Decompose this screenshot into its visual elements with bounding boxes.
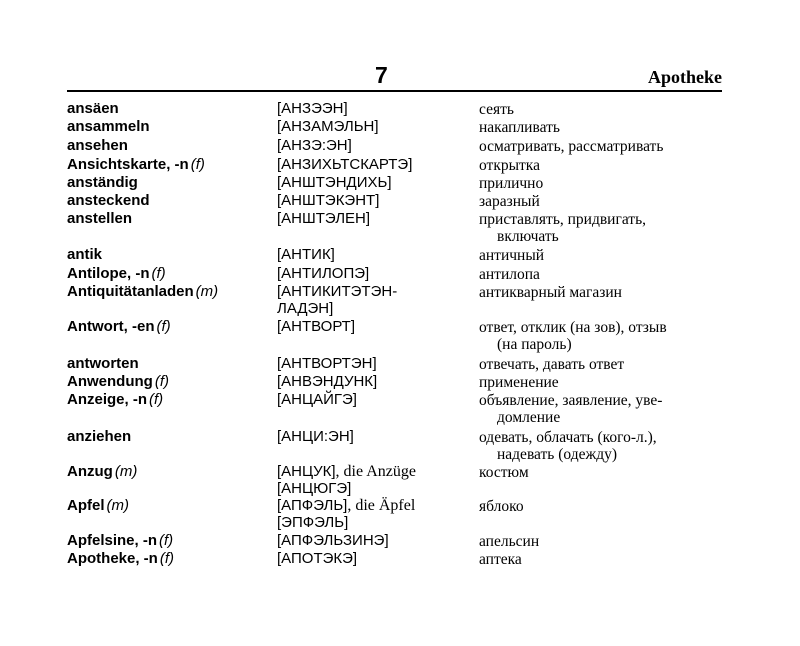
translation-line: одевать, облачать (кого-л.), xyxy=(479,429,657,446)
pronunciation xyxy=(277,137,462,154)
translation-line: отвечать, давать ответ xyxy=(479,356,625,373)
headword-text: Apfelsine, -n xyxy=(67,532,158,549)
headword-text: Anwendung xyxy=(67,373,153,390)
headword xyxy=(67,550,272,567)
translation-line: осматривать, рассматривать xyxy=(479,138,664,155)
translation xyxy=(479,319,722,353)
translation-line: включать xyxy=(497,228,559,245)
pronunciation-line: ЛАДЭН] xyxy=(277,300,334,317)
headword xyxy=(67,497,272,514)
running-head: Apotheke xyxy=(647,67,722,87)
grammar-label: (f) xyxy=(159,532,174,549)
grammar-label: (f) xyxy=(159,550,175,567)
pronunciation-line: [АПФЭЛЬЗИНЭ] xyxy=(277,532,389,549)
dictionary-entry xyxy=(67,118,722,137)
headword xyxy=(67,246,272,263)
pronunciation xyxy=(277,118,462,135)
dictionary-entry xyxy=(67,463,722,497)
translation xyxy=(479,392,722,426)
dictionary-entry xyxy=(67,100,722,118)
headword-text: anständig xyxy=(67,174,138,191)
pronunciation-line: [АНЦИ:ЭН] xyxy=(277,428,354,445)
pronunciation xyxy=(277,532,462,549)
headword xyxy=(67,283,272,300)
dictionary-entry xyxy=(67,355,722,373)
translation xyxy=(479,175,722,192)
pronunciation-line: [АНШТЭКЭНТ] xyxy=(277,192,380,209)
grammar-label: (f) xyxy=(156,318,171,335)
translation xyxy=(479,464,722,481)
headword xyxy=(67,391,272,408)
pronunciation xyxy=(277,283,462,317)
translation xyxy=(479,266,722,283)
headword xyxy=(67,265,272,282)
translation-line: апельсин xyxy=(479,533,540,550)
pronunciation-line: [АНЗЭЭН] xyxy=(277,100,348,117)
pronunciation-line: [АНТВОРТЭН] xyxy=(277,355,377,372)
translation-line: приставлять, придвигать, xyxy=(479,211,647,228)
translation xyxy=(479,284,722,301)
dictionary-entry xyxy=(67,156,722,174)
pronunciation-line: [АНЦУК], die Anzüge xyxy=(277,463,416,480)
headword-text: antworten xyxy=(67,355,139,372)
pronunciation xyxy=(277,156,462,173)
translation-line: яблоко xyxy=(479,498,524,515)
pronunciation-line: [АНШТЭЛЕН] xyxy=(277,210,371,227)
translation-line: аптека xyxy=(479,551,522,568)
translation xyxy=(479,157,722,174)
dictionary-entry xyxy=(67,174,722,192)
pronunciation-line: [АНЦЮГЭ] xyxy=(277,480,352,497)
pronunciation xyxy=(277,318,462,335)
pronunciation-line: [АНЗАМЭЛЬН] xyxy=(277,118,379,135)
headword xyxy=(67,118,272,135)
translation xyxy=(479,374,722,391)
dictionary-entry xyxy=(67,497,722,532)
translation xyxy=(479,247,722,264)
translation-line: ответ, отклик (на зов), отзыв xyxy=(479,319,667,336)
dictionary-entry xyxy=(67,532,722,550)
headword-text: ansammeln xyxy=(67,118,150,135)
grammar-label: (m) xyxy=(195,283,219,300)
dictionary-entry xyxy=(67,265,722,283)
translation xyxy=(479,101,722,118)
pronunciation-line: [АНЗИХЬТСКАРТЭ] xyxy=(277,156,413,173)
headword xyxy=(67,428,272,445)
translation-line: накапливать xyxy=(479,119,560,136)
pronunciation-line: [АНТИКИТЭТЭН- xyxy=(277,283,398,300)
pronunciation xyxy=(277,463,462,497)
page-number: 7 xyxy=(375,62,388,88)
pronunciation-line: [АНТВОРТ] xyxy=(277,318,356,335)
dictionary-entry xyxy=(67,318,722,355)
dictionary-entry xyxy=(67,283,722,318)
translation-line: открытка xyxy=(479,157,540,174)
grammar-label: (m) xyxy=(114,463,138,480)
pronunciation xyxy=(277,497,462,531)
pronunciation xyxy=(277,246,462,263)
pronunciation-line: [АНШТЭНДИХЬ] xyxy=(277,174,392,191)
pronunciation xyxy=(277,373,462,390)
translation xyxy=(479,533,722,550)
translation-line: костюм xyxy=(479,464,529,481)
translation xyxy=(479,551,722,568)
translation xyxy=(479,193,722,210)
page-header xyxy=(67,62,722,92)
pronunciation-line: [АНТИК] xyxy=(277,246,335,263)
translation xyxy=(479,119,722,136)
translation-line: применение xyxy=(479,374,559,391)
headword-text: ansteckend xyxy=(67,192,150,209)
pronunciation-line: [АПОТЭКЭ] xyxy=(277,550,358,567)
headword xyxy=(67,100,272,117)
translation-line: объявление, заявление, уве- xyxy=(479,392,663,409)
headword-text: Apotheke, -n xyxy=(67,550,158,567)
dictionary-page xyxy=(67,62,722,602)
grammar-label: (f) xyxy=(154,373,169,390)
headword xyxy=(67,373,272,390)
headword xyxy=(67,174,272,191)
dictionary-entry xyxy=(67,373,722,391)
pronunciation xyxy=(277,100,462,117)
pronunciation-line: [АНЦАЙГЭ] xyxy=(277,391,357,408)
headword-text: Antiquitätanladen xyxy=(67,283,194,300)
pronunciation xyxy=(277,192,462,209)
pronunciation-line: [ЭПФЭЛЬ] xyxy=(277,514,349,531)
translation xyxy=(479,356,722,373)
headword xyxy=(67,210,272,227)
headword xyxy=(67,192,272,209)
dictionary-entry xyxy=(67,192,722,210)
translation-line: заразный xyxy=(479,193,540,210)
translation-line: антилопа xyxy=(479,266,540,283)
grammar-label: (m) xyxy=(106,497,129,514)
headword-text: Anzeige, -n xyxy=(67,391,148,408)
pronunciation xyxy=(277,428,462,445)
headword xyxy=(67,532,272,549)
grammar-label: (f) xyxy=(190,156,205,173)
headword-text: Ansichtskarte, -n xyxy=(67,156,189,173)
dictionary-entry xyxy=(67,550,722,568)
headword-text: Antwort, -en xyxy=(67,318,155,335)
headword-text: Anzug xyxy=(67,463,113,480)
translation-line: античный xyxy=(479,247,545,264)
dictionary-entry xyxy=(67,210,722,246)
pronunciation xyxy=(277,391,462,408)
headword xyxy=(67,318,272,335)
headword-text: ansehen xyxy=(67,137,128,154)
headword xyxy=(67,463,272,480)
translation-line: (на пароль) xyxy=(497,336,572,353)
translation-line: надевать (одежду) xyxy=(497,446,617,463)
translation-line: прилично xyxy=(479,175,544,192)
entry-list xyxy=(67,100,722,568)
dictionary-entry xyxy=(67,428,722,463)
headword xyxy=(67,137,272,154)
headword-text: anstellen xyxy=(67,210,133,227)
pronunciation-line: [АНВЭНДУНК] xyxy=(277,373,378,390)
pronunciation-line: [АПФЭЛЬ], die Äpfel xyxy=(277,497,416,514)
dictionary-entry xyxy=(67,246,722,265)
dictionary-entry xyxy=(67,391,722,428)
headword-text: ansäen xyxy=(67,100,119,117)
headword-text: Antilope, -n xyxy=(67,265,150,282)
headword-text: Apfel xyxy=(67,497,105,514)
pronunciation xyxy=(277,265,462,282)
pronunciation xyxy=(277,174,462,191)
translation xyxy=(479,498,722,515)
translation xyxy=(479,138,722,155)
headword xyxy=(67,355,272,372)
translation-line: сеять xyxy=(479,101,514,118)
translation-line: домление xyxy=(497,409,561,426)
grammar-label: (f) xyxy=(151,265,166,282)
pronunciation xyxy=(277,550,462,567)
dictionary-entry xyxy=(67,137,722,156)
headword-text: anziehen xyxy=(67,428,132,445)
translation xyxy=(479,429,722,463)
headword-text: antik xyxy=(67,246,103,263)
pronunciation-line: [АНЗЭ:ЭН] xyxy=(277,137,352,154)
grammar-label: (f) xyxy=(149,391,164,408)
headword xyxy=(67,156,272,173)
pronunciation xyxy=(277,210,462,227)
pronunciation xyxy=(277,355,462,372)
translation-line: антикварный магазин xyxy=(479,284,622,301)
pronunciation-line: [АНТИЛОПЭ] xyxy=(277,265,370,282)
translation xyxy=(479,211,722,245)
